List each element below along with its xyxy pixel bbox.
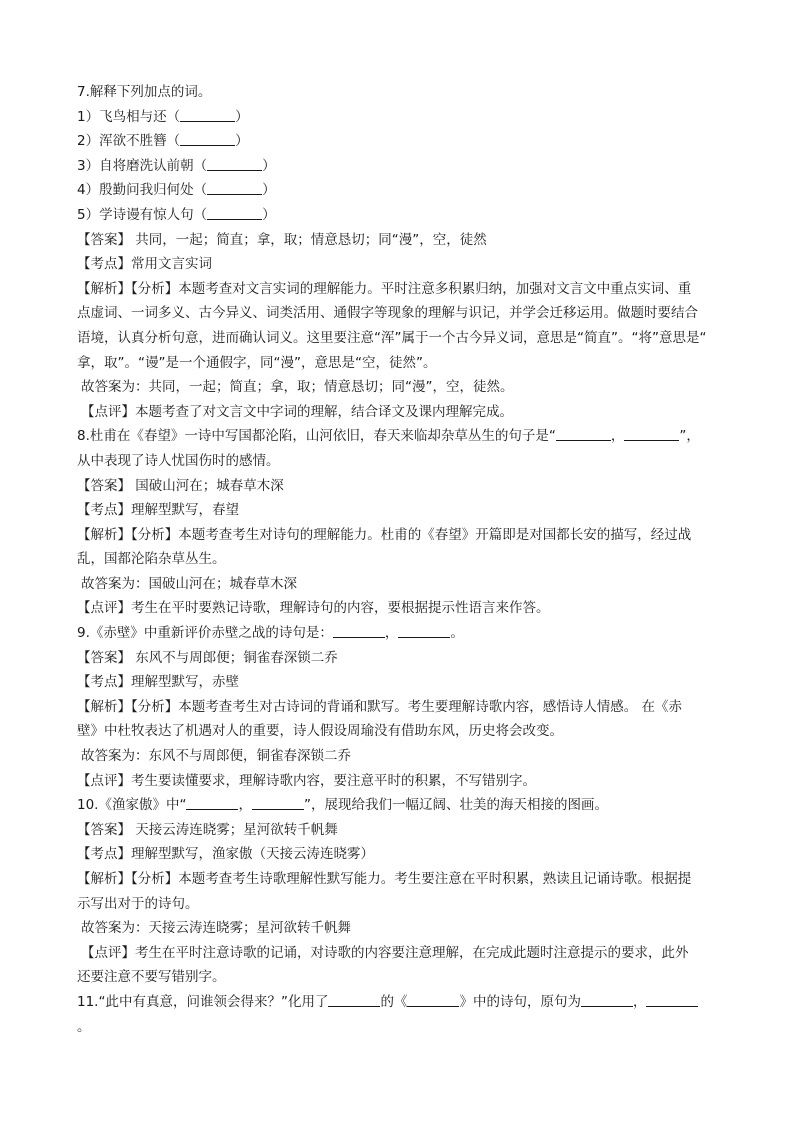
q10-gu: 故答案为：天接云涛连晓雾；星河欲转千帆舞 <box>81 920 351 937</box>
q9-analysis-line: 壁》中杜牧表达了机遇对人的重要，诗人假设周瑜没有借助东风，历史将会改变。 <box>77 723 563 740</box>
q7-title: 7.解释下列加点的词。 <box>77 84 212 100</box>
q7-kaodian: 【考点】常用文言实词 <box>77 256 212 273</box>
q7-analysis-line: 点虚词、一词多义、古今异义、词类活用、通假字等现象的理解与识记，并学会迁移运用。做题时要结合 <box>77 305 698 322</box>
answer-blank <box>407 992 459 1007</box>
q8-title-line2: 从中表现了诗人忧国伤时的感情。 <box>77 452 280 469</box>
q9-title: 9.《赤壁》中重新评价赤壁之战的诗句是： ， 。 <box>77 625 464 642</box>
answer-blank <box>398 623 450 638</box>
q10-dianping-line: 【点评】考生在平时注意诗歌的记诵，对诗歌的内容要注意理解，在完成此题时注意提示的要求，此外 <box>81 944 689 961</box>
q9-analysis-line: 【解析】【分析】本题考查考生对古诗词的背诵和默写。考生要理解诗歌内容，感悟诗人情感。 在《赤 <box>77 698 683 715</box>
answer-blank <box>207 180 262 195</box>
q7-analysis-line: 【解析】【分析】本题考查对文言实词的理解能力。平时注意多积累归纳，加强对文言文中重点实词、重 <box>77 280 692 297</box>
q10-dianping-line: 还要注意不要写错别字。 <box>77 969 226 986</box>
answer-blank <box>207 205 262 220</box>
q11-title: 11.“此中有真意，问谁领会得来？”化用了 的《 》中的诗句，原句为 ， <box>77 990 719 1015</box>
q9-kaodian: 【考点】理解型默写，赤壁 <box>77 674 239 691</box>
q7-item-2: 2）浑欲不胜簪（ ） <box>77 133 249 150</box>
q11-title-end: 。 <box>77 1018 91 1035</box>
q9-gu: 故答案为：东风不与周郎便，铜雀春深锁二乔 <box>81 748 351 765</box>
q8-analysis-line: 乱，国都沦陷杂草丛生。 <box>77 551 226 568</box>
q7-item-4: 4）殷勤问我归何处（ ） <box>77 182 276 199</box>
q9-dianping: 【点评】考生要读懂要求，理解诗歌内容，要注意平时的积累，不写错别字。 <box>77 772 536 789</box>
answer-blank <box>252 795 304 810</box>
answer-blank <box>180 107 235 122</box>
answer-blank <box>180 131 235 146</box>
q8-dianping: 【点评】考生在平时要熟记诗歌，理解诗句的内容，要根据提示性语言来作答。 <box>77 600 550 617</box>
q7-item-3: 3）自将磨洗认前朝（ ） <box>77 157 276 174</box>
q7-analysis-line: 语境，认真分析句意，进而确认词义。这里要注意“浑”属于一个古今异义词，意思是“简直”。“将”意思是“ <box>77 329 707 346</box>
answer-blank <box>581 992 633 1007</box>
answer-blank <box>207 156 262 171</box>
q10-kaodian: 【考点】理解型默写，渔家傲（天接云涛连晓雾） <box>77 846 374 863</box>
q10-analysis-line: 示写出对于的诗句。 <box>77 895 199 912</box>
q8-gu: 故答案为：国破山河在；城春草木深 <box>81 575 297 592</box>
q10-analysis-line: 【解析】【分析】本题考查考生诗歌理解性默写能力。考生要注意在平时积累，熟读且记诵诗歌。根据提 <box>77 871 692 887</box>
q7-item-1: 1）飞鸟相与还（ ） <box>77 108 249 125</box>
q8-analysis-line: 【解析】【分析】本题考查考生对诗句的理解能力。杜甫的《春望》开篇即是对国都长安的描写，经过战 <box>77 526 692 543</box>
document-content <box>77 80 719 1039</box>
answer-blank <box>556 426 611 441</box>
q7-answer: 【答案】 共同，一起；简直；拿，取；情意恳切；同“漫”，空，徒然 <box>77 231 487 248</box>
q10-answer: 【答案】 天接云涛连晓雾；星河欲转千帆舞 <box>77 821 338 838</box>
q7-dianping: 【点评】本题考查了对文言文中字词的理解，结合译文及课内理解完成。 <box>81 403 513 420</box>
q10-title: 10.《渔家傲》中“ ， ”，展现给我们一幅辽阔、壮美的海天相接的图画。 <box>77 797 608 814</box>
q7-analysis-line: 拿，取”。“谩”是一个通假字，同“漫”，意思是“空，徒然”。 <box>77 354 437 371</box>
answer-blank <box>328 992 380 1007</box>
answer-blank <box>624 426 679 441</box>
q8-answer: 【答案】 国破山河在；城春草木深 <box>77 477 284 494</box>
q7-item-5: 5）学诗谩有惊人句（ ） <box>77 206 276 223</box>
q9-answer: 【答案】 东风不与周郎便；铜雀春深锁二乔 <box>77 649 338 666</box>
answer-blank <box>186 795 238 810</box>
q8-title: 8.杜甫在《春望》一诗中写国都沦陷，山河依旧，春天来临却杂草丛生的句子是“ ， ”， <box>77 428 700 445</box>
q8-kaodian: 【考点】理解型默写，春望 <box>77 502 239 519</box>
answer-blank <box>333 623 385 638</box>
answer-blank <box>646 992 698 1007</box>
q7-gu: 故答案为：共同，一起；简直；拿，取；情意恳切；同“漫”，空，徒然。 <box>81 379 514 396</box>
